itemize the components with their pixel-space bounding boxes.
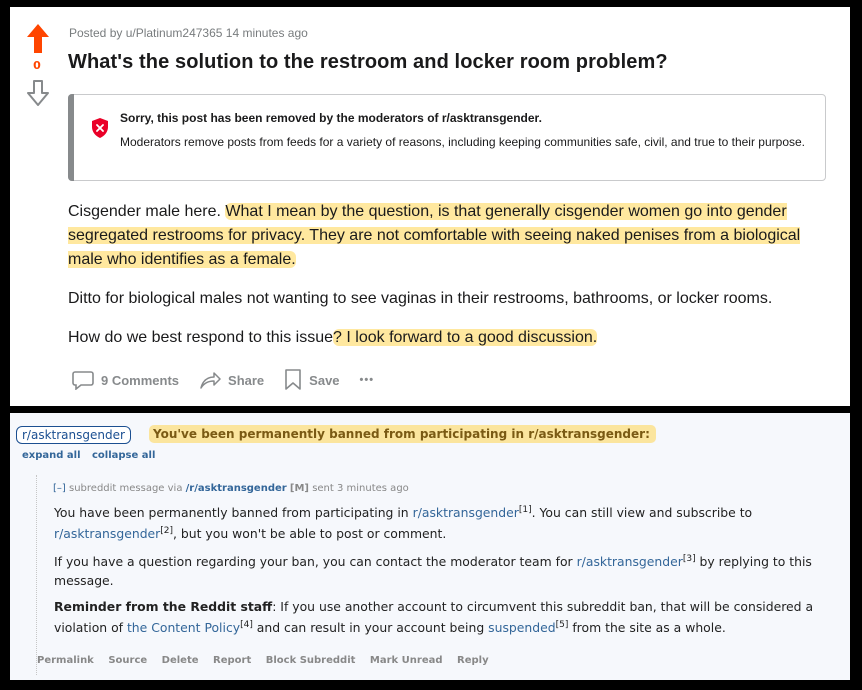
post-meta: Posted by u/Platinum247365 14 minutes ago xyxy=(69,26,308,40)
message-paragraph-1 xyxy=(54,501,822,543)
message-text: and can result in your account being xyxy=(252,620,489,636)
message-body xyxy=(54,501,822,645)
comments-button[interactable] xyxy=(72,370,179,390)
suspended-link[interactable]: suspended xyxy=(488,620,556,636)
message-text: . You can still view and subscribe to xyxy=(531,505,753,521)
permalink-link[interactable]: Permalink xyxy=(37,655,94,666)
message-text: , but you won't be able to post or comment. xyxy=(173,526,447,542)
block-subreddit-link[interactable]: Block Subreddit xyxy=(265,655,356,666)
message-text: by replying to this message. xyxy=(54,554,812,589)
collapse-all-link[interactable]: collapse all xyxy=(92,450,156,461)
save-label: Save xyxy=(309,372,340,388)
message-paragraph-2 xyxy=(54,550,822,590)
post-actions xyxy=(72,369,394,391)
message-text: You have been permanently banned from participating in xyxy=(54,505,413,521)
message-text: If you have a question regarding your ban, you can contact the moderator team for xyxy=(54,554,577,570)
save-button[interactable] xyxy=(284,369,339,391)
message-panel xyxy=(10,413,850,680)
post-body xyxy=(68,200,838,365)
removed-notice xyxy=(68,94,826,181)
removed-shield-icon xyxy=(91,117,109,139)
message-subject: You've been permanently banned from participating in r/asktransgender: xyxy=(149,425,656,443)
subreddit-link[interactable]: r/asktransgender xyxy=(412,505,519,521)
post-text: How do we best respond to this issue xyxy=(68,329,334,346)
highlighted-text: ? I look forward to a good discussion. xyxy=(333,329,598,346)
moderator-badge: [M] xyxy=(289,483,309,494)
more-icon: ••• xyxy=(359,374,375,386)
footnote-ref: [5] xyxy=(555,620,569,631)
bookmark-icon xyxy=(284,369,302,391)
reply-link[interactable]: Reply xyxy=(457,655,489,666)
post-paragraph-1 xyxy=(68,200,838,272)
share-label: Share xyxy=(228,372,265,388)
highlighted-text: What I mean by the question, is that generally cisgender women go into gender segregated restrooms for privacy. They are not comfortable with seeing naked penises from a biological male who identifies as a female. xyxy=(68,203,801,268)
message-paragraph-3 xyxy=(54,597,822,637)
message-footer xyxy=(37,655,500,666)
footnote-ref: [4] xyxy=(240,620,253,631)
post-card xyxy=(10,7,850,406)
post-text: Cisgender male here. xyxy=(68,203,226,220)
upvote-arrow-icon[interactable] xyxy=(26,23,50,55)
more-options-button[interactable] xyxy=(360,374,375,386)
thread-controls xyxy=(22,450,163,461)
staff-reminder-label: Reminder from the Reddit staff xyxy=(54,599,273,615)
footnote-ref: [2] xyxy=(160,526,174,537)
content-policy-link[interactable]: the Content Policy xyxy=(126,620,241,636)
message-text: : If you use another account to circumvent this subreddit ban, that will be considered a violation of xyxy=(54,599,814,636)
expand-all-link[interactable]: expand all xyxy=(22,450,81,461)
post-paragraph-2: Ditto for biological males not wanting to see vaginas in their restrooms, bathrooms, or locker rooms. xyxy=(68,290,773,307)
delete-link[interactable]: Delete xyxy=(161,655,199,666)
downvote-arrow-icon[interactable] xyxy=(26,80,50,106)
message-source-label: subreddit message via xyxy=(69,483,183,494)
report-link[interactable]: Report xyxy=(213,655,252,666)
post-title[interactable]: What's the solution to the restroom and locker room problem? xyxy=(68,51,668,73)
comments-label: 9 Comments xyxy=(101,372,180,388)
message-header xyxy=(53,483,409,494)
subreddit-link[interactable]: r/asktransgender xyxy=(576,554,683,570)
share-button[interactable] xyxy=(199,370,264,390)
collapse-toggle[interactable]: [–] xyxy=(53,483,66,494)
message-text: from the site as a whole. xyxy=(568,620,726,636)
share-icon xyxy=(199,370,221,390)
footnote-ref: [1] xyxy=(518,505,532,515)
removed-notice-body: Moderators remove posts from feeds for a variety of reasons, including keeping communities safe, civil, and true to their purpose. xyxy=(120,135,805,149)
message-subreddit-link[interactable]: /r/asktransgender xyxy=(185,483,287,494)
subreddit-link[interactable]: r/asktransgender xyxy=(54,526,161,542)
message-timestamp: sent 3 minutes ago xyxy=(312,483,409,494)
vote-score: 0 xyxy=(33,59,41,72)
message-thread xyxy=(36,475,837,675)
comment-icon xyxy=(72,370,94,390)
subreddit-pill[interactable]: r/asktransgender xyxy=(16,426,131,444)
post-paragraph-3 xyxy=(68,326,838,350)
mark-unread-link[interactable]: Mark Unread xyxy=(369,655,443,666)
removed-notice-bar xyxy=(68,94,74,181)
source-link[interactable]: Source xyxy=(108,655,148,666)
footnote-ref: [3] xyxy=(682,554,696,565)
removed-notice-title: Sorry, this post has been removed by the moderators of r/asktransgender. xyxy=(120,111,542,125)
